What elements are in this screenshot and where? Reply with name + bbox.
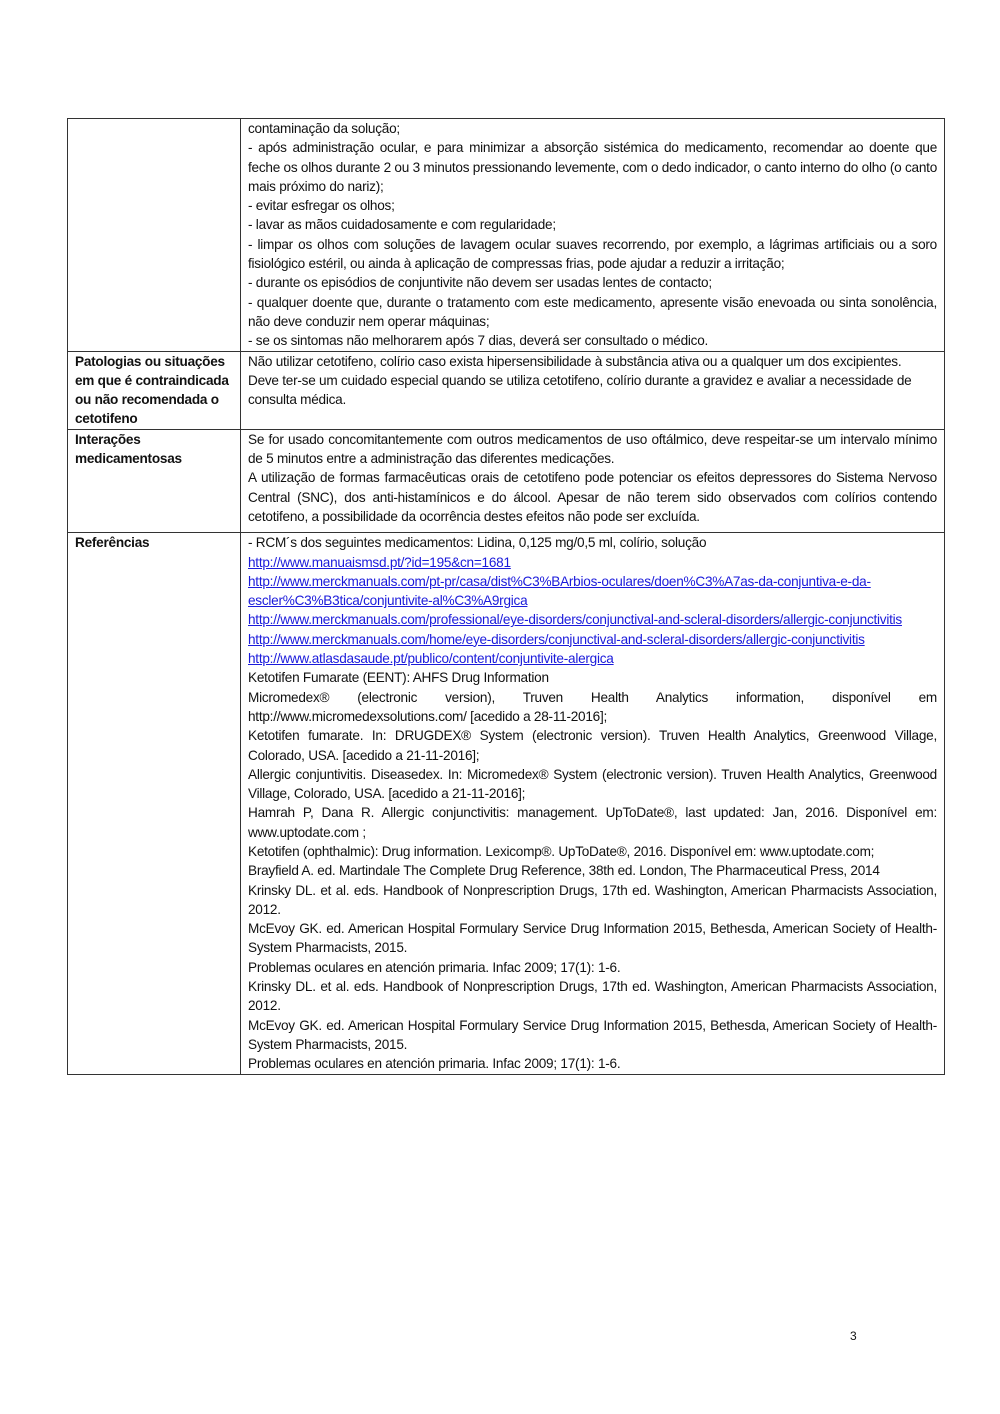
reference-item: McEvoy GK. ed. American Hospital Formulary Service Drug Information 2015, Bethesda, American Society of Health-System Pharmacists, 2015. — [248, 921, 937, 956]
paragraph: - evitar esfregar os olhos; — [248, 198, 395, 214]
interactions-cell — [241, 429, 945, 532]
paragraph: - durante os episódios de conjuntivite não devem ser usadas lentes de contacto; — [248, 275, 712, 291]
row-label-empty — [68, 119, 241, 352]
reference-item: Problemas oculares en atención primaria. Infac 2009; 17(1): 1-6. — [248, 959, 621, 975]
table-row-interactions — [68, 429, 945, 532]
reference-item: Ketotifen (ophthalmic): Drug information. Lexicomp®. UpToDate®, 2016. Disponível em: www.uptodate.com; — [248, 843, 875, 859]
table-row-references — [68, 533, 945, 1074]
reference-item: Krinsky DL. et al. eds. Handbook of Nonprescription Drugs, 17th ed. Washington, American Pharmacists Association, 2012. — [248, 979, 937, 1014]
reference-item: Micromedex® (electronic version), Truven Health Analytics information, disponível em http://www.micromedexsolutions.com/ [acedido a 28-11-2016]; — [248, 689, 937, 724]
references-cell — [241, 533, 945, 1074]
document-table — [67, 118, 945, 1075]
paragraph: Não utilizar cetotifeno, colírio caso exista hipersensibilidade à substância ativa ou a qualquer um dos excipientes. — [248, 353, 902, 369]
paragraph: - após administração ocular, e para minimizar a absorção sistémica do medicamento, recomendar ao doente que feche os olhos durante 2 ou 3 minutos pressionando levemente, com o dedo indicador, o canto interno do olho (o canto mais próximo do nariz); — [248, 140, 937, 194]
reference-item: Ketotifen fumarate. In: DRUGDEX® System (electronic version). Truven Health Analytics, Greenwood Village, Colorado, USA. [acedido a 21-11-2016]; — [248, 728, 937, 763]
reference-link[interactable]: http://www.manuaismsd.pt/?id=195&cn=1681 — [248, 554, 511, 570]
reference-item: Brayfield A. ed. Martindale The Complete Drug Reference, 38th ed. London, The Pharmaceutical Press, 2014 — [248, 863, 880, 879]
recommendations-cell — [241, 119, 945, 352]
reference-item: McEvoy GK. ed. American Hospital Formulary Service Drug Information 2015, Bethesda, American Society of Health-System Pharmacists, 2015. — [248, 1017, 937, 1052]
reference-link[interactable]: http://www.merckmanuals.com/pt-pr/casa/dist%C3%BArbios-oculares/doen%C3%A7as-da-conjuntiva-e-da-escler%C3%B3tica/conjuntivite-al%C3%A9rgica — [248, 573, 871, 609]
reference-item: Hamrah P, Dana R. Allergic conjunctivitis: management. UpToDate®, last updated: Jan, 2016. Disponível em: www.uptodate.com ; — [248, 805, 937, 840]
table-row-recommendations — [68, 119, 945, 352]
reference-link[interactable]: http://www.merckmanuals.com/professional/eye-disorders/conjunctival-and-scleral-disorders/allergic-conjunctivitis — [248, 612, 902, 628]
reference-link[interactable]: http://www.merckmanuals.com/home/eye-disorders/conjunctival-and-scleral-disorders/allergic-conjunctivitis — [248, 631, 865, 647]
reference-item: Krinsky DL. et al. eds. Handbook of Nonprescription Drugs, 17th ed. Washington, American Pharmacists Association, 2012. — [248, 882, 937, 917]
paragraph: A utilização de formas farmacêuticas orais de cetotifeno pode potenciar os efeitos depressores do Sistema Nervoso Central (SNC), dos anti-histamínicos e do álcool. Apesar de não terem sido observados com colírios contendo cetotifeno, a possibilidade da ocorrência destes efeitos não pode ser excluída. — [248, 470, 937, 524]
contraindications-cell — [241, 351, 945, 429]
paragraph: Se for usado concomitantemente com outros medicamentos de uso oftálmico, deve respeitar-se um intervalo mínimo de 5 minutos entre a administração das diferentes medicações. — [248, 431, 937, 467]
reference-item: Allergic conjuntivitis. Diseasedex. In: Micromedex® System (electronic version). Truven Health Analytics, Greenwood Village, Colorado, USA. [acedido a 21-11-2016]; — [248, 766, 937, 802]
paragraph: - lavar as mãos cuidadosamente e com regularidade; — [248, 217, 556, 233]
paragraph: Deve ter-se um cuidado especial quando se utiliza cetotifeno, colírio durante a gravidez e avaliar a necessidade de consulta médica. — [248, 372, 912, 408]
paragraph: - se os sintomas não melhorarem após 7 dias, deverá ser consultado o médico. — [248, 333, 709, 349]
row-label-interactions: Interações medicamentosas — [68, 429, 241, 532]
table-row-contraindications — [68, 351, 945, 429]
reference-item: Problemas oculares en atención primaria. Infac 2009; 17(1): 1-6. — [248, 1056, 621, 1072]
paragraph: - qualquer doente que, durante o tratamento com este medicamento, apresente visão enevoada ou sinta sonolência, não deve conduzir nem operar máquinas; — [248, 294, 937, 329]
reference-link[interactable]: http://www.atlasdasaude.pt/publico/content/conjuntivite-alergica — [248, 651, 614, 667]
paragraph: contaminação da solução; — [248, 121, 400, 136]
row-label-contraindications: Patologias ou situações em que é contraindicada ou não recomendada o cetotifeno — [68, 351, 241, 429]
row-label-references: Referências — [68, 533, 241, 1074]
reference-item: Ketotifen Fumarate (EENT): AHFS Drug Information — [248, 670, 549, 686]
page-number: 3 — [850, 1329, 857, 1343]
paragraph: - limpar os olhos com soluções de lavagem ocular suaves recorrendo, por exemplo, a lágrimas artificiais ou a soro fisiológico estéril, ou ainda à aplicação de compressas frias, pode ajudar a reduzir a irritação; — [248, 236, 937, 272]
references-intro: - RCM´s dos seguintes medicamentos: Lidina, 0,125 mg/0,5 ml, colírio, solução — [248, 535, 707, 551]
